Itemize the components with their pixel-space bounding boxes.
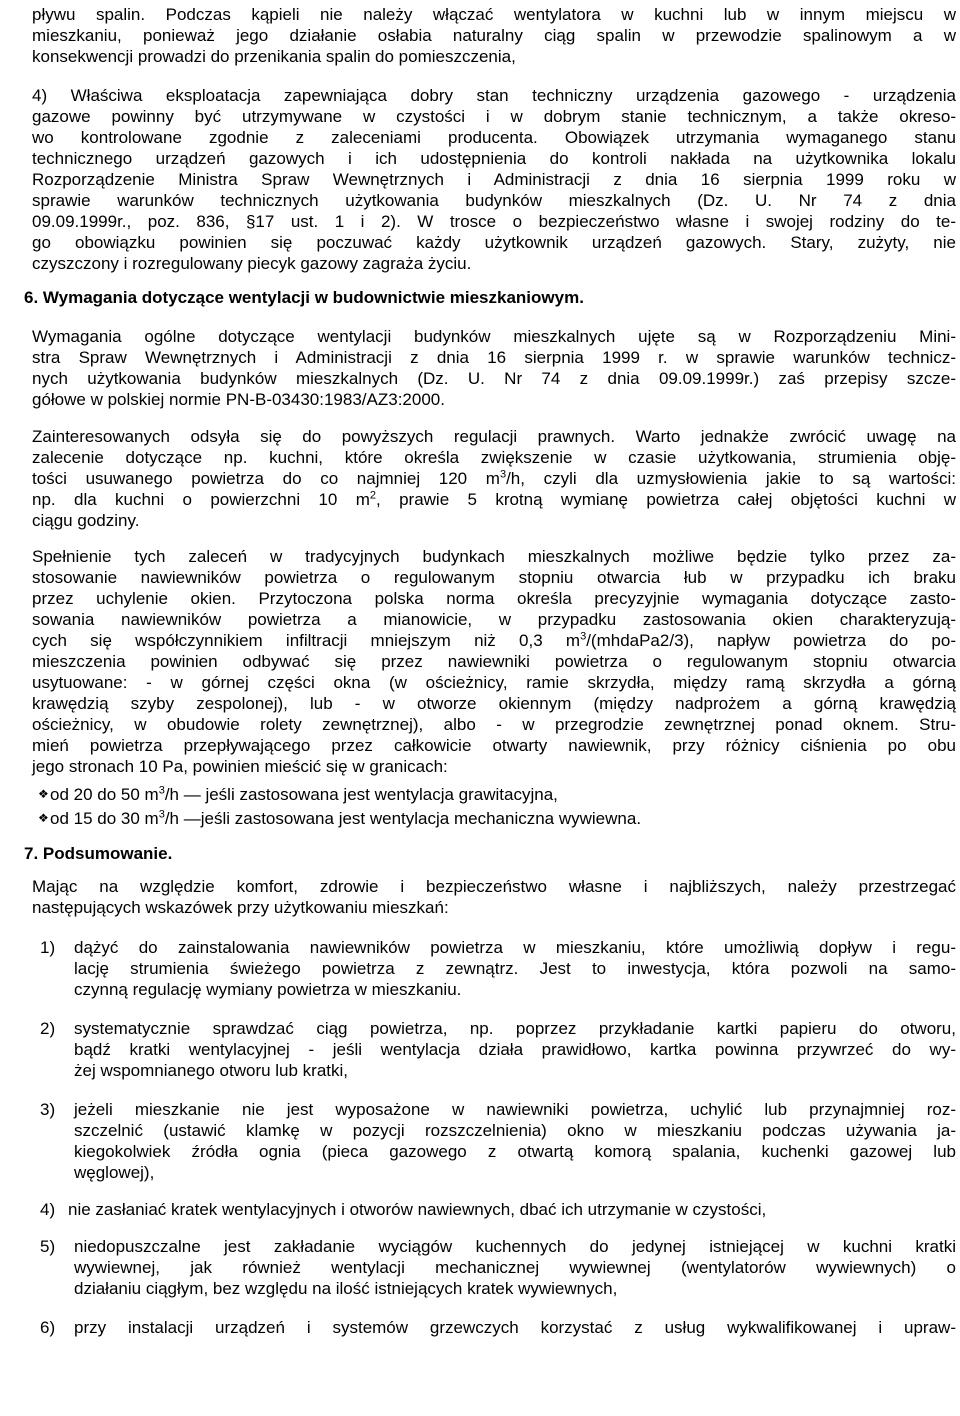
text-line: ościeżnicy, w obudowie rolety zewnętrznej), albo - w przegrodzie zewnętrznej ponad oknem. Stru- bbox=[32, 715, 956, 734]
text-line: ciągu godziny. bbox=[32, 511, 140, 530]
text-line: 09.09.1999r., poz. 836, §17 ust. 1 i 2). W trosce o bezpieczeństwo własne i swojej rodziny do te- bbox=[32, 212, 956, 231]
text-line: Rozporządzenie Ministra Spraw Wewnętrznych i Administracji z dnia 16 sierpnia 1999 roku w bbox=[32, 170, 956, 189]
list-number: 1) bbox=[40, 938, 56, 957]
text-line: usytuowane: - w górnej części okna (w ościeżnicy, ramie skrzydła, między ramą skrzydła a górną bbox=[32, 673, 956, 692]
text-line: stra Spraw Wewnętrznych i Administracji z dnia 16 sierpnia 1999 r. w sprawie warunków technicz- bbox=[32, 348, 956, 367]
text-line: np. dla kuchni o powierzchni 10 $m^2$, prawie 5 krotną wymianę powietrza całej objętości kuchni w bbox=[32, 489, 956, 509]
list-number: 4) bbox=[40, 1200, 56, 1219]
text-line: jego stronach 10 Pa, powinien mieścić się w granicach: bbox=[32, 757, 448, 776]
text-line: gazowe powinny być utrzymywane w czystości i w dobrym stanie technicznym, a także okreso- bbox=[32, 107, 956, 126]
text-line: konsekwencji prowadzi do przenikania spalin do pomieszczenia, bbox=[32, 47, 516, 66]
text-line: Zainteresowanych odsyła się do powyższych regulacji prawnych. Warto jednakże zwrócić uwagę na bbox=[32, 427, 956, 446]
text-line: systematycznie sprawdzać ciąg powietrza, np. poprzez przykładanie kartki papieru do otworu, bbox=[74, 1019, 956, 1038]
text-line: żej wspomnianego otworu lub kratki, bbox=[74, 1061, 349, 1080]
text-line: przez uchylenie okien. Przytoczona polska norma określa precyzyjnie wymagania dotyczące zasto- bbox=[32, 589, 956, 608]
text-line: dążyć do zainstalowania nawiewników powietrza w mieszkaniu, które umożliwią dopływ i regu- bbox=[74, 938, 956, 957]
text-line: nie zasłaniać kratek wentylacyjnych i otworów nawiewnych, dbać ich utrzymanie w czystości, bbox=[68, 1200, 767, 1219]
text-line: kiegokolwiek źródła ognia (pieca gazowego z otwartą komorą spalania, kuchenki gazowej lub bbox=[74, 1142, 956, 1161]
text-line: pływu spalin. Podczas kąpieli nie należy włączać wentylatora w kuchni lub w innym miejscu w bbox=[32, 5, 956, 24]
text-line: mień powietrza przepływającego przez całkowicie otwarty nawiewnik, przy różnicy ciśnienia po obu bbox=[32, 736, 956, 755]
text-line: gółowe w polskiej normie PN-B-03430:1983/AZ3:2000. bbox=[32, 390, 445, 409]
text-line: jeżeli mieszkanie nie jest wyposażone w nawiewniki powietrza, uchylić lub przynajmniej roz- bbox=[74, 1100, 956, 1119]
bullet-item: ❖ od 15 do 30 $m^3/h$ —jeśli zastosowana jest wentylacja mechaniczna wywiewna. bbox=[38, 808, 642, 828]
text-line: cych się współczynnikiem infiltracji mniejszym niż 0,3 $m^3/(mhdaPa2/3)$, napływ powietrza do po- bbox=[32, 630, 956, 650]
text-line: szczelnić (ustawić klamkę w pozycji rozszczelnienia) okno w mieszkaniu podczas używania ja- bbox=[74, 1121, 956, 1140]
text-line: sprawie warunków technicznych użytkowania budynków mieszkalnych (Dz. U. Nr 74 z dnia bbox=[32, 191, 956, 210]
list-number: 6) bbox=[40, 1318, 56, 1337]
text-line: krawędzią szyby zespolonej), lub - w otworze okiennym (między nadprożem a górną krawędzią bbox=[32, 694, 956, 713]
text-line: lację strumienia świeżego powietrza z zewnątrz. Jest to inwestycja, która pozwoli na samo- bbox=[74, 959, 956, 978]
text-line: wywiewnej, jak również wentylacji mechanicznej wywiewnej (wentylatorów wywiewnych) o bbox=[74, 1258, 956, 1277]
text-line: przy instalacji urządzeń i systemów grzewczych korzystać z usług wykwalifikowanej i upraw- bbox=[74, 1318, 956, 1337]
text-line: następujących wskazówek przy użytkowaniu mieszkań: bbox=[32, 898, 449, 917]
diamond-bullet-icon: ❖ bbox=[38, 787, 49, 801]
text-line: niedopuszczalne jest zakładanie wyciągów kuchennych do jedynej istniejącej w kuchni kratki bbox=[74, 1237, 956, 1256]
text-line: technicznego urządzeń gazowych i ich udostępnienia do kontroli nakłada na użytkownika lokalu bbox=[32, 149, 956, 168]
text-line: mieszczenia powinien odbywać się przez nawiewniki powietrza o regulowanym stopniu otwarcia bbox=[32, 652, 956, 671]
text-line: węglowej), bbox=[74, 1163, 155, 1182]
list-number: 5) bbox=[40, 1237, 56, 1256]
text-line: czyszczony i rozregulowany piecyk gazowy zagraża życiu. bbox=[32, 254, 472, 273]
text-line: zalecenie dotyczące np. kuchni, które określa zwiększenie w czasie użytkowania, strumienia obję- bbox=[32, 448, 956, 467]
text-line: 4) Właściwa eksploatacja zapewniająca dobry stan techniczny urządzenia gazowego - urządzenia bbox=[32, 86, 956, 105]
text-line: Mając na względzie komfort, zdrowie i bezpieczeństwo własne i najbliższych, należy przestrzegać bbox=[32, 877, 956, 896]
section-heading-7: 7. Podsumowanie. bbox=[24, 844, 173, 863]
text-line: bądź kratki wentylacyjnej - jeśli wentylacja działa prawidłowo, kartka powinna przywrzeć do wy- bbox=[74, 1040, 956, 1059]
text-line: sowania nawiewników powietrza a mianowicie, w przypadku zastosowania okien charakteryzują- bbox=[32, 610, 956, 629]
bullet-item: ❖ od 20 do 50 $m^3/h$ — jeśli zastosowana jest wentylacja grawitacyjna, bbox=[38, 784, 558, 804]
section-heading-6: 6. Wymagania dotyczące wentylacji w budownictwie mieszkaniowym. bbox=[24, 288, 584, 307]
diamond-bullet-icon: ❖ bbox=[38, 811, 49, 825]
text-line: wo kontrolowane zgodnie z zaleceniami producenta. Obowiązek utrzymania wymaganego stanu bbox=[32, 128, 956, 147]
text-line: stosowanie nawiewników powietrza o regulowanym stopniu otwarcia łub w przypadku ich braku bbox=[32, 568, 956, 587]
list-number: 3) bbox=[40, 1100, 56, 1119]
text-line: go obowiązku powinien się poczuwać każdy użytkownik urządzeń gazowych. Stary, zużyty, nie bbox=[32, 233, 956, 252]
text-line: Wymagania ogólne dotyczące wentylacji budynków mieszkalnych ujęte są w Rozporządzeniu Mini- bbox=[32, 327, 956, 346]
list-number: 2) bbox=[40, 1019, 56, 1038]
text-line: działaniu ciągłym, bez względu na ilość istniejących kratek wywiewnych, bbox=[74, 1279, 618, 1298]
text-line: czynną regulację wymiany powietrza w mieszkaniu. bbox=[74, 980, 462, 999]
text-line: mieszkaniu, ponieważ jego działanie osłabia naturalny ciąg spalin w przewodzie spalinowym a w bbox=[32, 26, 956, 45]
text-line: tości usuwanego powietrza do co najmniej 120 $m^3/h$, czyli dla uzmysłowienia jakie to są wartości: bbox=[32, 468, 956, 488]
text-line: nych użytkowania budynków mieszkalnych (Dz. U. Nr 74 z dnia 09.09.1999r.) zaś przepisy szcze- bbox=[32, 369, 956, 388]
text-line: Spełnienie tych zaleceń w tradycyjnych budynkach mieszkalnych możliwe będzie tylko przez za- bbox=[32, 547, 956, 566]
